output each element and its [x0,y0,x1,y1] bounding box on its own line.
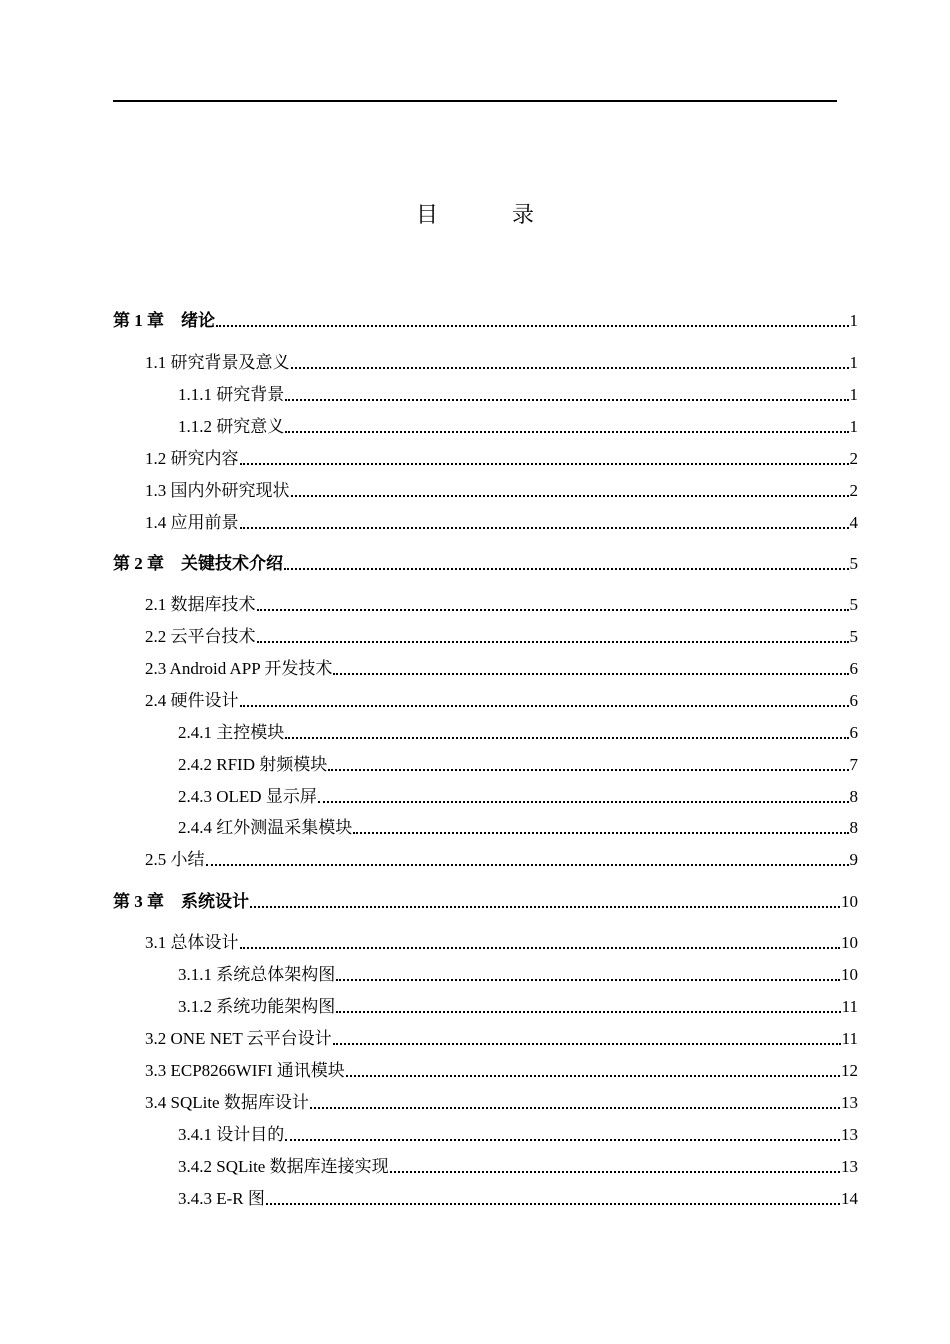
toc-leader-dots [285,431,848,433]
toc-entry-title: 1.1.1 研究背景 [178,385,285,404]
toc-entry[interactable] [178,1188,858,1210]
toc-entry[interactable] [145,1092,858,1114]
toc-entry-title: 1.1.2 研究意义 [178,417,285,436]
toc-page-number: 1 [849,353,858,372]
toc-entry-title: 2.4.3 OLED 显示屏 [178,787,317,806]
toc-entry-title: 第 1 章 绪论 [113,311,215,330]
toc-entry[interactable] [145,1060,858,1082]
toc-entry-title: 3.4.1 设计目的 [178,1125,285,1144]
toc-leader-dots [240,947,841,949]
toc-entry[interactable] [145,690,858,712]
toc-leader-dots [285,1139,840,1141]
toc-entry[interactable] [178,1156,858,1178]
toc-entry-title: 1.2 研究内容 [145,449,239,468]
toc-entry-title: 第 2 章 关键技术介绍 [113,554,283,573]
toc-entry-title: 2.3 Android APP 开发技术 [145,659,333,678]
toc-page-number: 14 [841,1189,858,1208]
toc-leader-dots [250,906,840,908]
toc-entry[interactable] [145,594,858,616]
toc-entry[interactable] [145,849,858,871]
toc-entry-title: 1.1 研究背景及意义 [145,353,290,372]
toc-page-number: 6 [849,691,858,710]
toc-entry-title: 3.4 SQLite 数据库设计 [145,1093,309,1112]
toc-leader-dots [206,864,849,866]
toc-entry-title: 2.4.4 红外测温采集模块 [178,818,353,837]
toc-page-number: 9 [849,850,858,869]
toc-leader-dots [285,399,848,401]
toc-entry[interactable] [178,1124,858,1146]
toc-leader-dots [216,325,849,327]
toc-entry-title: 3.2 ONE NET 云平台设计 [145,1029,332,1048]
toc-leader-dots [318,801,849,803]
toc-leader-dots [310,1107,840,1109]
toc-leader-dots [390,1171,840,1173]
toc-page-number: 11 [841,997,858,1016]
toc-entry[interactable] [145,352,858,374]
toc-leader-dots [284,568,849,570]
toc-page-number: 10 [841,933,858,952]
toc-leader-dots [336,979,840,981]
toc-leader-dots [285,737,848,739]
toc-page-number: 13 [841,1093,858,1112]
toc-entry-title: 3.4.2 SQLite 数据库连接实现 [178,1157,389,1176]
toc-leader-dots [240,527,849,529]
toc-page-number: 5 [849,627,858,646]
page-title: 目 录 [415,203,560,228]
toc-page-number: 10 [841,892,858,911]
toc-page-number: 2 [849,481,858,500]
toc-entry-title: 3.3 ECP8266WIFI 通讯模块 [145,1061,345,1080]
toc-entry[interactable] [145,932,858,954]
toc-page-number: 5 [849,554,858,573]
toc-leader-dots [346,1075,840,1077]
toc-entry[interactable] [145,1028,858,1050]
toc-page-number: 10 [841,965,858,984]
toc-leader-dots [336,1011,840,1013]
toc-page-number: 1 [849,417,858,436]
toc-chapter-entry[interactable] [113,310,858,332]
toc-entry-title: 1.4 应用前景 [145,513,239,532]
toc-leader-dots [353,832,848,834]
toc-chapter-entry[interactable] [113,553,858,575]
toc-entry[interactable] [145,658,858,680]
toc-entry-title: 3.1.1 系统总体架构图 [178,965,336,984]
toc-entry-title: 第 3 章 系统设计 [113,892,249,911]
toc-entry-title: 2.5 小结 [145,850,205,869]
toc-leader-dots [333,1043,841,1045]
toc-entry[interactable] [145,480,858,502]
toc-page-number: 6 [849,659,858,678]
toc-entry-title: 1.3 国内外研究现状 [145,481,290,500]
toc-page-number: 11 [841,1029,858,1048]
toc-leader-dots [291,495,849,497]
toc-leader-dots [291,367,849,369]
toc-entry[interactable] [178,722,858,744]
toc-entry-title: 3.1 总体设计 [145,933,239,952]
toc-leader-dots [257,609,849,611]
toc-page-number: 13 [841,1157,858,1176]
toc-entry[interactable] [178,964,858,986]
toc-entry[interactable] [178,817,858,839]
toc-page-number: 8 [849,787,858,806]
toc-page-number: 13 [841,1125,858,1144]
toc-entry[interactable] [178,384,858,406]
toc-entry[interactable] [178,416,858,438]
toc-entry[interactable] [178,996,858,1018]
toc-entry-title: 3.1.2 系统功能架构图 [178,997,336,1016]
toc-entry-title: 2.2 云平台技术 [145,627,256,646]
toc-entry-title: 2.4.2 RFID 射频模块 [178,755,328,774]
toc-page-number: 1 [849,385,858,404]
toc-entry[interactable] [145,448,858,470]
toc-chapter-entry[interactable] [113,891,858,913]
toc-page-number: 4 [849,513,858,532]
toc-page-number: 8 [849,818,858,837]
toc-entry[interactable] [145,626,858,648]
toc-page-number: 7 [849,755,858,774]
toc-page-number: 2 [849,449,858,468]
toc-entry[interactable] [178,786,858,808]
toc-leader-dots [240,705,849,707]
toc-leader-dots [333,673,848,675]
toc-entry[interactable] [145,512,858,534]
toc-leader-dots [257,641,849,643]
toc-leader-dots [240,463,849,465]
toc-entry-title: 2.1 数据库技术 [145,595,256,614]
toc-page-number: 5 [849,595,858,614]
toc-entry-title: 2.4.1 主控模块 [178,723,285,742]
toc-leader-dots [328,769,848,771]
toc-leader-dots [266,1203,840,1205]
toc-entry-title: 2.4 硬件设计 [145,691,239,710]
toc-entry[interactable] [178,754,858,776]
toc-entry-title: 3.4.3 E-R 图 [178,1189,265,1208]
toc-page-number: 6 [849,723,858,742]
toc-page-number: 1 [849,311,858,330]
toc-page-number: 12 [841,1061,858,1080]
